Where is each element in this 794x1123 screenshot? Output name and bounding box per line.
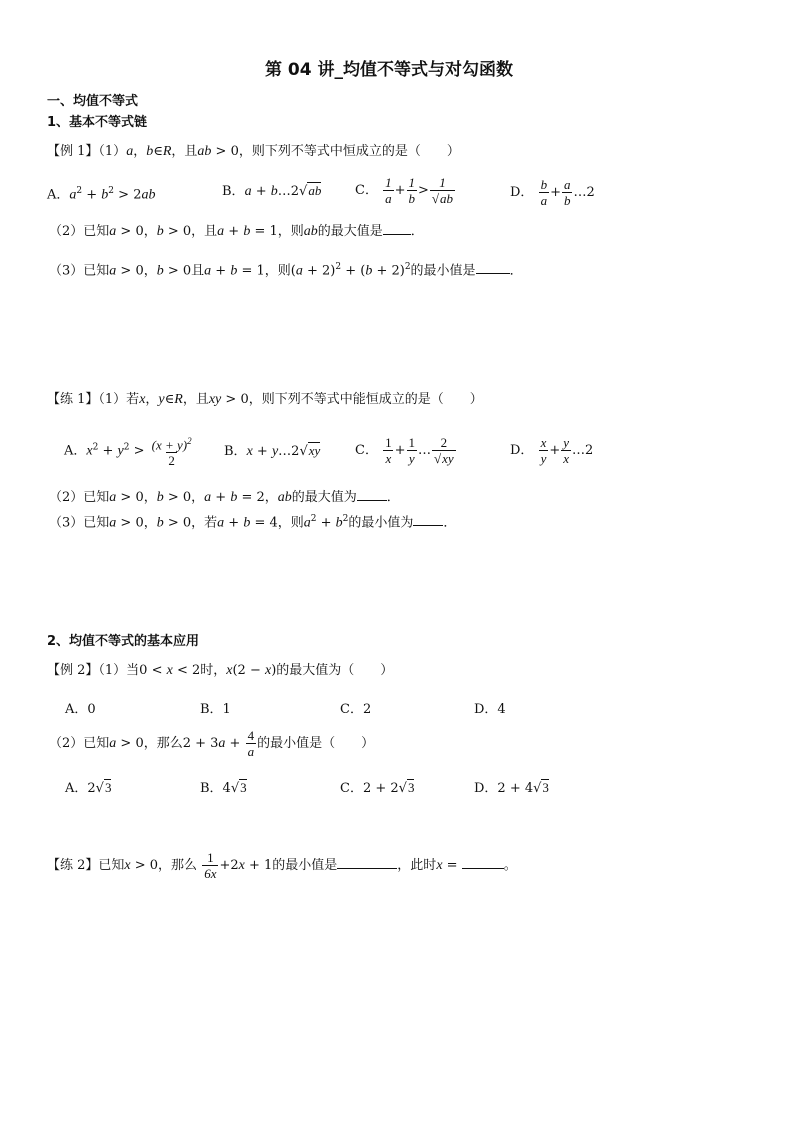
example-2-q2-option-b: B．4√3: [200, 780, 247, 796]
example-1-option-d: D． $\frac{b}{a}$ + $\frac{a}{b}$ …2: [510, 177, 595, 208]
example-2-q2-option-d: D．2 + 4√3: [474, 780, 549, 796]
practice-1-option-d: D． $\frac{x}{y}$ + $\frac{y}{x}$ …2: [510, 435, 594, 466]
practice-1-option-a: A．$x^2 + y^2$ > $\frac{(x + y)^2}{2}$: [64, 436, 192, 469]
practice-1-question-3: （3）已知a > 0，b > 0，若a + b = 4，则$a^2 + b^2$的最小值为 ．: [49, 514, 457, 531]
example-1-question-1: 【例 1】（1）a，b∈R，且ab > 0，则下列不等式中恒成立的是（ ）: [47, 144, 460, 159]
page-title: 第 04 讲_均值不等式与对勾函数: [265, 60, 513, 80]
practice-1-option-c: C． $\frac{1}{x}$ + $\frac{1}{y}$ … $\frac{2}{√xy}$: [355, 435, 454, 466]
example-2-question-2: （2）已知a > 0，那么2 + 3a + $\frac{4}{a}$ 的最小值是（ ）: [49, 728, 375, 759]
practice-1-question-2: （2）已知a > 0，b > 0，a + b = 2，ab的最大值为 ．: [49, 490, 400, 505]
example-1-option-c: C． $\frac{1}{a}$ + $\frac{1}{b}$ > $\frac{1}{√ab}$: [355, 175, 454, 206]
practice-2-question: 【练 2】已知x > 0，那么 $\frac{1}{6x}$ +2x + 1的最小值是 ，此时x = 。: [47, 850, 517, 881]
section-heading: 一、均值不等式: [47, 94, 139, 109]
example-1-option-a: A．$a^2 + b^2 > 2ab$: [47, 186, 156, 203]
example-1-question-2: （2）已知a > 0，b > 0，且a + b = 1，则ab的最大值是 ．: [49, 224, 424, 239]
example-1-option-b: B．a + b…2√ab: [222, 183, 322, 199]
example-2-q1-option-a: A．0: [65, 702, 96, 717]
example-2-q1-option-b: B．1: [200, 702, 231, 717]
example-2-q2-option-a: A．2√3: [65, 780, 112, 796]
example-2-q2-option-c: C．2 + 2√3: [340, 780, 415, 796]
subsection-heading: 1、基本不等式链: [47, 115, 148, 130]
example-1-question-3: （3）已知a > 0，b > 0且a + b = 1，则$(a + 2)^2 + (b + 2)^2$的最小值是 ．: [49, 262, 523, 279]
example-2-question-1: 【例 2】（1）当0 < x < 2时，x(2 − x)的最大值为（ ）: [47, 663, 394, 678]
subsection-heading-2: 2、均值不等式的基本应用: [47, 634, 200, 649]
example-2-q1-option-d: D．4: [474, 702, 506, 717]
practice-1-option-b: B．x + y…2√xy: [224, 443, 321, 459]
example-2-q1-option-c: C．2: [340, 702, 372, 717]
practice-1-question-1: 【练 1】（1）若x，y∈R，且xy > 0，则下列不等式中能恒成立的是（ ）: [47, 392, 483, 407]
